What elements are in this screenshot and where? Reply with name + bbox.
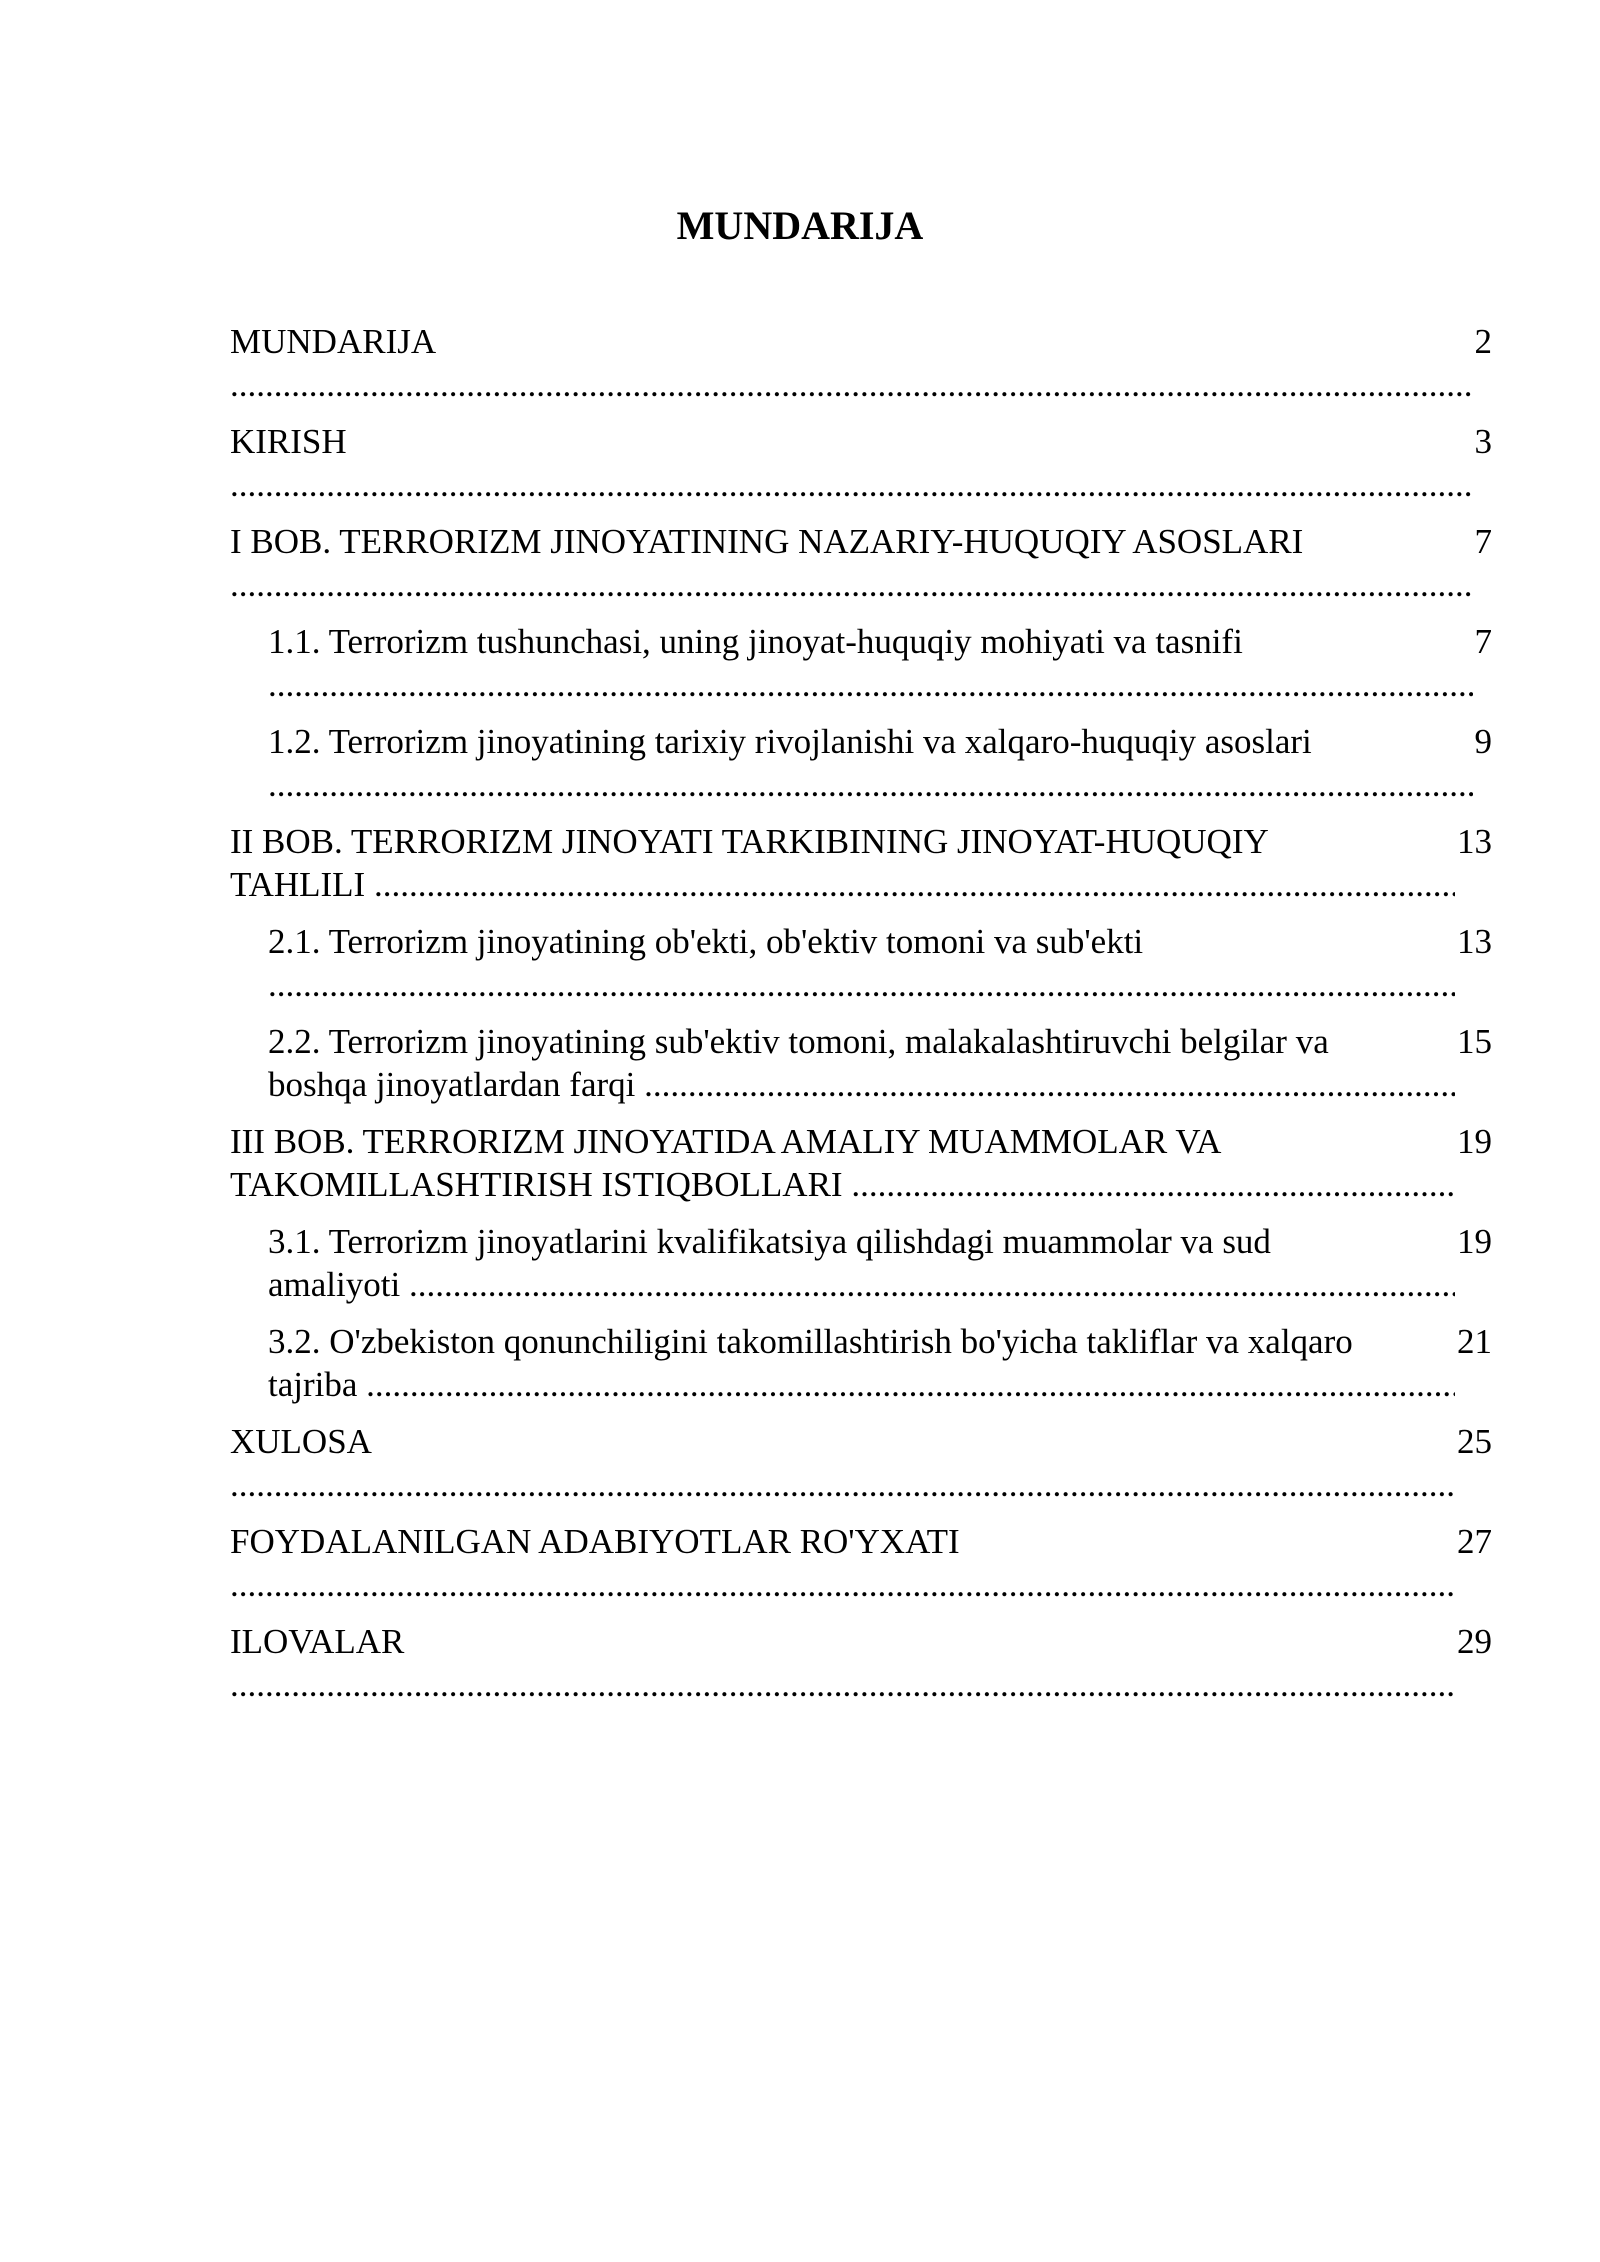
toc-entry-title: XULOSA ..... [230,1420,1455,1506]
toc-entry[interactable] [230,520,1492,606]
toc-entry-title: KIRISH ..... [230,420,1473,506]
toc-subentry[interactable] [230,720,1492,806]
toc-entry-page: 19 [1457,1122,1492,1161]
toc-entry-title: III BOB. TERRORIZM JINOYATIDA AMALIY MUAMMOLAR VA TAKOMILLASHTIRISH ISTIQBOLLARI ..... [230,1120,1455,1206]
toc-entry-page: 7 [1474,522,1492,561]
toc-entry-title: I BOB. TERRORIZM JINOYATINING NAZARIY-HUQUQIY ASOSLARI ..... [230,520,1473,606]
toc-subentry[interactable] [230,1220,1492,1306]
toc-heading: MUNDARIJA [676,203,924,248]
toc-entry-page: 19 [1457,1222,1492,1261]
toc-entry-title: 1.1. Terrorizm tushunchasi, uning jinoyat-huquqiy mohiyati va tasnifi ..... [268,620,1473,706]
toc-entry-page: 7 [1474,622,1492,661]
toc-entry-title: 1.2. Terrorizm jinoyatining tarixiy rivojlanishi va xalqaro-huquqiy asoslari ..... [268,720,1473,806]
table-of-contents [230,320,1492,1720]
toc-subentry[interactable] [230,1020,1492,1106]
toc-entry[interactable] [230,820,1492,906]
toc-entry-title: 3.1. Terrorizm jinoyatlarini kvalifikatsiya qilishdagi muammolar va sud amaliyoti ..... [268,1220,1455,1306]
toc-entry[interactable] [230,1620,1492,1706]
toc-subentry[interactable] [230,1320,1492,1406]
toc-subentry[interactable] [230,620,1492,706]
toc-entry-page: 25 [1457,1422,1492,1461]
toc-entry-page: 15 [1457,1022,1492,1061]
toc-entry[interactable] [230,420,1492,506]
toc-entry-title: 2.2. Terrorizm jinoyatining sub'ektiv tomoni, malakalashtiruvchi belgilar va boshqa jinoyatlardan farqi ..... [268,1020,1455,1106]
toc-entry-title: II BOB. TERRORIZM JINOYATI TARKIBINING JINOYAT-HUQUQIY TAHLILI ..... [230,820,1455,906]
toc-entry-page: 13 [1457,822,1492,861]
toc-entry-page: 29 [1457,1622,1492,1661]
toc-entry-page: 2 [1474,322,1492,361]
toc-entry-title: ILOVALAR ..... [230,1620,1455,1706]
toc-entry[interactable] [230,1520,1492,1606]
toc-entry-title: MUNDARIJA ..... [230,320,1473,406]
toc-entry-page: 27 [1457,1522,1492,1561]
toc-entry-page: 3 [1474,422,1492,461]
toc-entry-title: 3.2. O'zbekiston qonunchiligini takomillashtirish bo'yicha takliflar va xalqaro tajriba ..... [268,1320,1455,1406]
toc-entry-page: 13 [1457,922,1492,961]
toc-entry[interactable] [230,1420,1492,1506]
toc-entry-title: 2.1. Terrorizm jinoyatining ob'ekti, ob'ektiv tomoni va sub'ekti ..... [268,920,1455,1006]
toc-subentry[interactable] [230,920,1492,1006]
toc-entry[interactable] [230,320,1492,406]
toc-entry-page: 21 [1457,1322,1492,1361]
toc-entry[interactable] [230,1120,1492,1206]
toc-entry-page: 9 [1474,722,1492,761]
toc-entry-title: FOYDALANILGAN ADABIYOTLAR RO'YXATI ..... [230,1520,1455,1606]
